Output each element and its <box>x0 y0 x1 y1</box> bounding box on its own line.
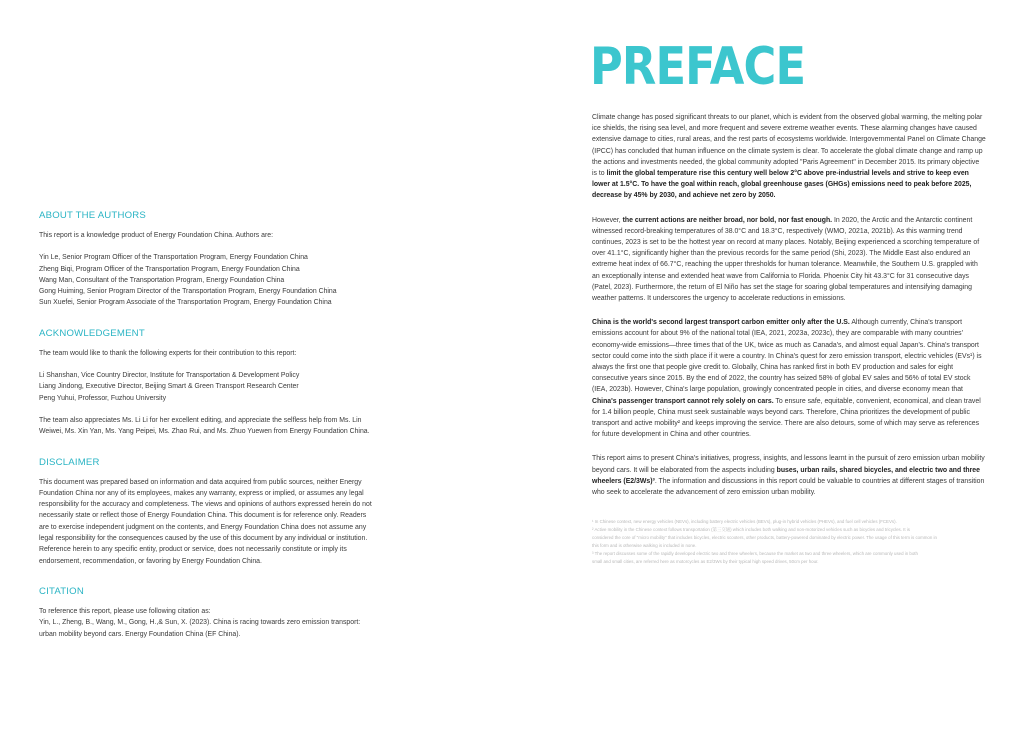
footnote-line: ³ The report discusses some of the rapidly developed electric two and three wheelers, because the market as two and three wheelers, which are commonly used in both <box>592 551 918 557</box>
citation-line: Yin, L., Zheng, B., Wang, M., Gong, H.,& Sun, X. (2023). China is racing towards zero emission transport: <box>39 619 361 627</box>
about-intro: This report is a knowledge product of Energy Foundation China. Authors are: <box>39 232 274 239</box>
disclaimer-line: responsibility for the accuracy and completeness. The views and opinions of authors expressed herein do not <box>39 501 372 509</box>
disclaimer-line: endorsement, recommendation, or favoring by Energy Foundation China. <box>39 557 262 565</box>
ack-title: ACKNOWLEDGEMENT <box>39 327 145 339</box>
disclaimer-line: legal responsibility for the consequences caused by the use of this document by any individual or institution. <box>39 535 368 543</box>
para-text: In 2020, the Arctic and the Antarctic continent witnessed record-breaking temperatures of 38.0°C and 18.3°C, respectively (WMO, 2021a, 2021b). As this warming trend continues, 2023 is set to be the hottest year on record at many places. Notably, Beijing experienced a scorching temperature of over 41.1°C, significantly higher than the previous records for the same period (Shi, 2023). The Middle East also endured an extreme heat index of 66.7°C, reaching the upper thresholds for human tolerance. Meanwhile, the Southern U.S. grappled with an exceptionally intense and extended heat wave from California to Florida. Phoenix City hit 43.3°C for 31 consecutive days (Patel, 2023). Furthermore, the return of El Niño has set the stage for soaring global temperatures and intensifying damaging weather patterns. It underscores the urgency to accelerate reductions in emissions. <box>592 216 980 303</box>
preface-title: PREFACE <box>590 37 806 97</box>
author-line: Zheng Biqi, Program Officer of the Transportation Program, Energy Foundation China <box>39 265 300 273</box>
ack-intro: The team would like to thank the following experts for their contribution to this report: <box>39 349 297 357</box>
para-bold: China is the world's second largest transport carbon emitter only after the U.S. <box>592 319 850 327</box>
para-text: This report aims to present China's initiatives, progress, insights, and lessons learnt in the pursuit of zero emission urban mobility beyond cars. It will be elaborated from the aspects including <box>592 455 985 474</box>
para-bold: buses, urban rails, shared bicycles, and electric two and three wheelers (E2/3Ws)³ <box>592 466 980 485</box>
disclaimer-line: are to exercise independent judgment on the contents, and Energy Foundation China does not assume any <box>39 523 367 531</box>
expert-line: Li Shanshan, Vice Country Director, Institute for Transportation & Development Policy <box>39 372 300 380</box>
para-text: Climate change has posed significant threats to our planet, which is evident from the observed global warming, the melting polar ice shields, the rising sea level, and more frequent and severe extreme weather events. These alarming changes have caused extensive damage to cities, rural areas, and the rest parts of ecosystems worldwide. Intergovernmental Panel on Climate Change (IPCC) has concluded that human influence on the climate system is clear. To accelerate the global climate change and ramp up the actions and investments needed, the global community adopted "Paris Agreement" in December 2015. Its primary objective is to <box>592 114 986 178</box>
citation-section <box>39 586 447 640</box>
footnote-line: ² Active mobility in the Chinese context follows transportation (第三交通) which includes both walking and non-motorized vehicles such as bicycles and tricycles. It is <box>592 527 910 533</box>
para-text: Although currently, China's transport emissions account for about 9% of the national total (IEA, 2021, 2023a, 2023c), they are comparable with many countries' economy-wide emissions—three times that of the UK, twice as much as Canada's, and almost equal Japan's. China's transport sector could come into the sixth place if it were a country. In China's quest for zero emission transport, electric vehicles (EVs¹) is always the first one that people give credit to. Globally, China has ranked first in both EV production and sales for eight consecutive years since 2015. By the end of 2022, the country has seized 58% of global EV sales and 56% of total EV stock (IEA, 2023b). However, China's large population, growingly concentrated people in cities, and diverse economy mean that <box>592 319 982 394</box>
para-bold: the current actions are neither broad, nor bold, nor fast enough. <box>622 216 833 224</box>
expert-line: Liang Jindong, Executive Director, Beijing Smart & Green Transport Research Center <box>39 383 299 391</box>
preface-paragraph-2 <box>592 215 986 305</box>
disclaimer-line: Reference herein to any specific entity, product or service, does not necessarily constitute or imply its <box>39 546 347 554</box>
disclaimer-section <box>39 457 447 567</box>
about-section <box>39 210 447 309</box>
author-line: Gong Huiming, Senior Program Director of the Transportation Program, Energy Foundation China <box>39 288 337 296</box>
footnote-line: small and small cities, are referred here as motorcycles as E2/3Ws by their typical high speed drives, 50cm per hour. <box>592 559 819 565</box>
expert-line: Peng Yuhui, Professor, Fuzhou University <box>39 394 167 402</box>
disclaimer-title: DISCLAIMER <box>39 456 100 468</box>
author-line: Wang Man, Consultant of the Transportation Program, Energy Foundation China <box>39 276 285 284</box>
preface-paragraph-1 <box>592 112 986 202</box>
para-text: However, <box>592 216 623 224</box>
right-column <box>590 37 986 566</box>
disclaimer-line: necessarily state or reflect those of Energy Foundation China. This document is for reference only. Readers <box>39 512 367 520</box>
author-line: Sun Xuefei, Senior Program Associate of the Transportation Program, Energy Foundation China <box>39 299 332 307</box>
ack-thanks-line: The team also appreciates Ms. Li Li for her excellent editing, and appreciate the selfless help from Ms. Lin <box>39 416 362 424</box>
para-text: . The information and discussions in this report could be valuable to countries at different stages of transition who seek to accelerate the advancement of zero emission urban mobility. <box>592 477 985 497</box>
ack-section <box>39 328 447 438</box>
footnotes <box>592 518 986 565</box>
disclaimer-line: Foundation China nor any of its employees, makes any warranty, express or implied, or assumes any legal <box>39 489 364 497</box>
preface-paragraph-4 <box>592 453 986 498</box>
disclaimer-line: This document was prepared based on information and data acquired from public sources, neither Energy <box>39 478 362 486</box>
footnote-line: considered the core of "micro mobility" that includes bicycles, electric scooters, other products, battery-powered dominated by electric power. The usage of this term is common in <box>592 535 937 541</box>
about-title: ABOUT THE AUTHORS <box>39 210 146 221</box>
para-text: To ensure safe, equitable, convenient, economical, and clean travel for 1.4 billion people, China must seek sustainable ways beyond cars. Therefore, China prioritizes the development of public transport and active mobility² and keeps improving the service. There are also detours, some of which may serve as references for future development in China and other countries. <box>592 397 981 439</box>
footnote-line: this form and is otherwise walking is included in none. <box>592 543 697 549</box>
footnote-line: ¹ In Chinese context, new energy vehicles (NEVs), including battery electric vehicles (BEVs), plug-in hybrid vehicles (PHEVs), and fuel cell vehicles (FCEVs). <box>592 519 897 525</box>
preface-paragraph-3 <box>592 317 986 440</box>
para-bold: China's passenger transport cannot rely solely on cars. <box>592 397 774 405</box>
ack-thanks-line: Weiwei, Ms. Xin Yan, Ms. Yang Peipei, Ms. Zhao Rui, and Ms. Zhuo Yuewen from Energy Foundation China. <box>39 428 370 436</box>
left-column <box>39 210 447 659</box>
citation-title: CITATION <box>39 585 84 597</box>
author-line: Yin Le, Senior Program Officer of the Transportation Program, Energy Foundation China <box>39 254 308 262</box>
para-bold: limit the global temperature rise this century well below 2°C above pre-industrial levels and strive to keep even lower at 1.5°C. To have the goal within reach, global greenhouse gases (GHGs) emissions need to peak before 2025, decrease by 45% by 2030, and achieve net zero by 2050. <box>592 170 972 200</box>
citation-line: To reference this report, please use following citation as: <box>39 607 211 615</box>
citation-line: urban mobility beyond cars. Energy Foundation China (EF China). <box>39 630 241 638</box>
